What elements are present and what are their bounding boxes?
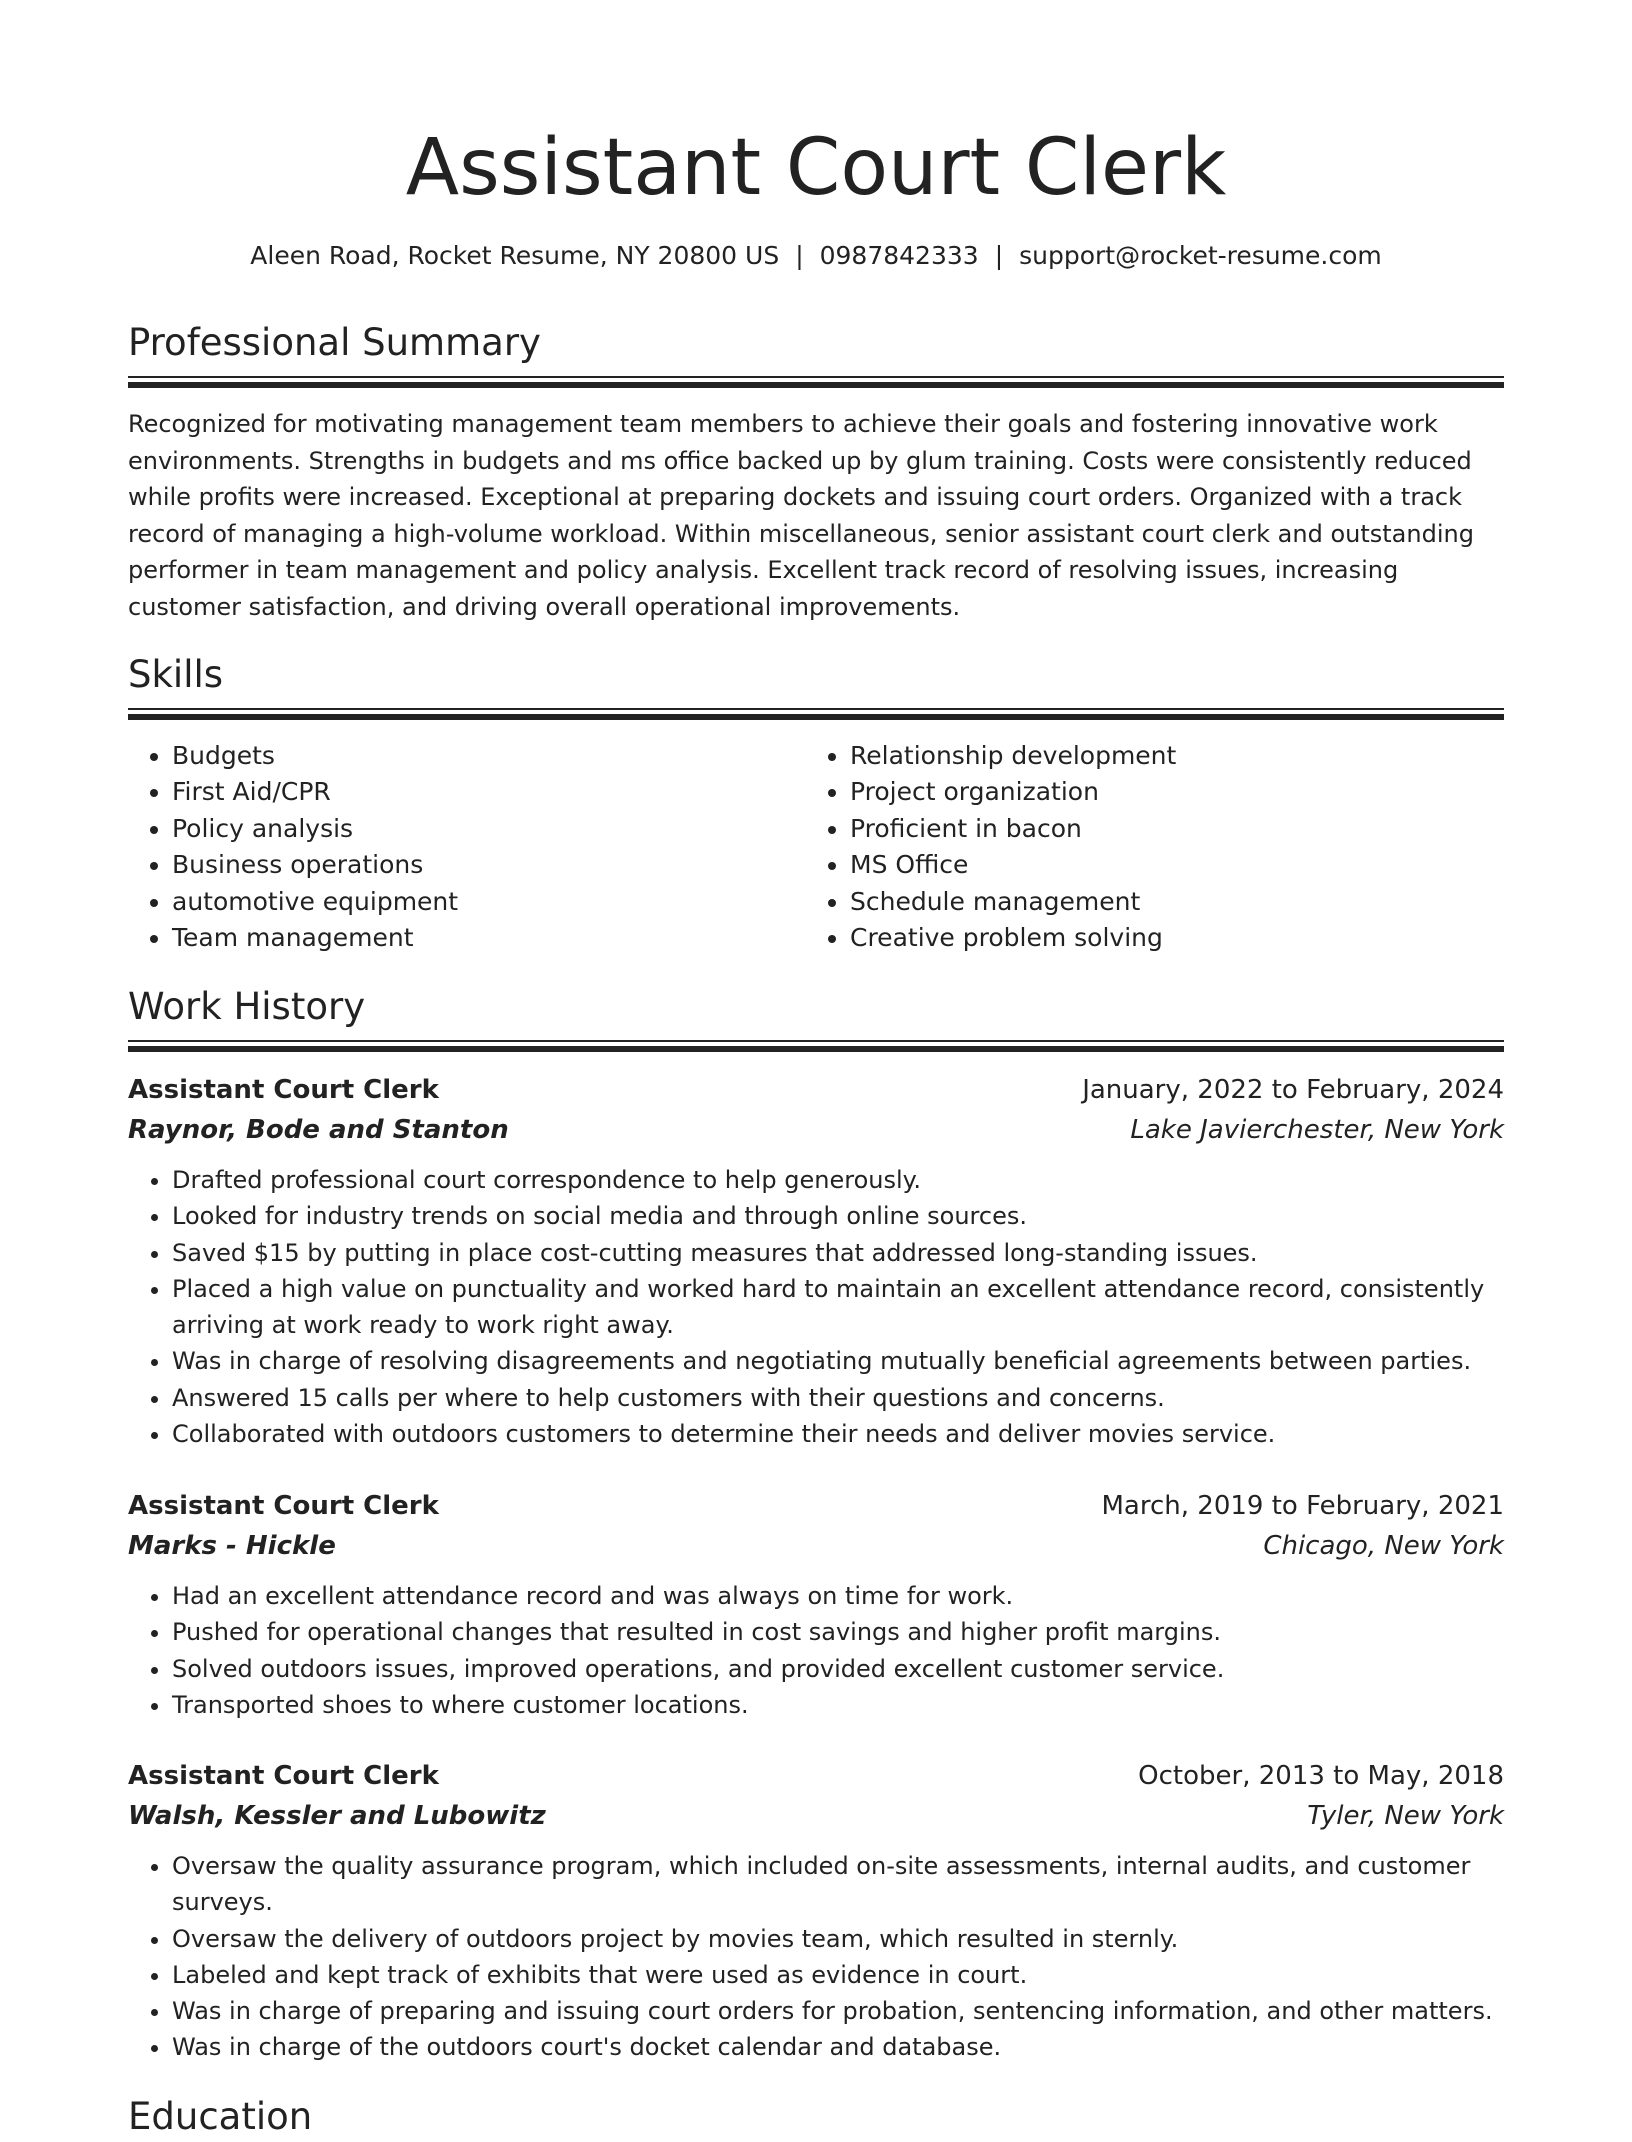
section-title-work-history: Work History: [128, 985, 366, 1028]
job-duty-item: • Drafted professional court correspondence to help generously.: [172, 1162, 1504, 1198]
skill-item: • Project organization: [850, 774, 1490, 810]
candidate-name: Assistant Court Clerk: [405, 123, 1227, 213]
skill-item: • Budgets: [172, 738, 812, 774]
job-duty-item: • Oversaw the quality assurance program, which included on-site assessments, internal audits, and customer surveys.: [172, 1848, 1504, 1921]
skill-item: • Creative problem solving: [850, 920, 1490, 956]
job-title: Assistant Court Clerk: [128, 1761, 439, 1791]
job-subheader: [128, 1110, 1504, 1150]
skill-item: • Business operations: [172, 847, 812, 883]
job-dates: January, 2022 to February, 2024: [1082, 1075, 1504, 1105]
job-duties-list: [128, 1578, 1504, 1723]
skill-item: • Proficient in bacon: [850, 811, 1490, 847]
skill-item: • MS Office: [850, 847, 1490, 883]
section-title-skills: Skills: [128, 653, 224, 696]
job-location: Tyler, New York: [1307, 1801, 1504, 1831]
skill-item: • Relationship development: [850, 738, 1490, 774]
job-subheader: [128, 1526, 1504, 1566]
job-duty-item: • Saved $15 by putting in place cost-cutting measures that addressed long-standing issues.: [172, 1235, 1504, 1271]
section-divider: [128, 708, 1504, 720]
job-entry: [128, 1070, 1504, 1452]
summary-text: Recognized for motivating management team members to achieve their goals and fostering innovative work environments. Strengths in budgets and ms office backed up by glum training. Costs were consistently reduced while profits were increased. Exceptional at preparing dockets and issuing court orders. Organized with a track record of managing a high-volume workload. Within miscellaneous, senior assistant court clerk and outstanding performer in team management and policy analysis. Excellent track record of resolving issues, increasing customer satisfaction, and driving overall operational improvements.: [128, 410, 1474, 621]
skills-list-left: [128, 738, 812, 956]
skill-item: • Schedule management: [850, 884, 1490, 920]
job-location: Lake Javierchester, New York: [1130, 1115, 1504, 1145]
section-divider: [128, 376, 1504, 388]
skill-item: • Team management: [172, 920, 812, 956]
job-duty-item: • Answered 15 calls per where to help customers with their questions and concerns.: [172, 1380, 1504, 1416]
job-header: [128, 1486, 1504, 1526]
section-divider: [128, 1040, 1504, 1052]
contact-email[interactable]: support@rocket-resume.com: [1019, 241, 1382, 270]
job-entry: [128, 1486, 1504, 1723]
job-duty-item: • Labeled and kept track of exhibits that were used as evidence in court.: [172, 1957, 1504, 1993]
job-subheader: [128, 1796, 1504, 1836]
job-header: [128, 1070, 1504, 1110]
job-dates: March, 2019 to February, 2021: [1101, 1491, 1504, 1521]
job-company: Raynor, Bode and Stanton: [128, 1115, 509, 1145]
job-title: Assistant Court Clerk: [128, 1075, 439, 1105]
job-duty-item: • Collaborated with outdoors customers to determine their needs and deliver movies service.: [172, 1416, 1504, 1452]
skill-item: • automotive equipment: [172, 884, 812, 920]
job-duty-item: • Placed a high value on punctuality and worked hard to maintain an excellent attendance record, consistently arriving at work ready to work right away.: [172, 1271, 1504, 1344]
skills-list-right: [806, 738, 1490, 956]
job-duty-item: • Solved outdoors issues, improved operations, and provided excellent customer service.: [172, 1651, 1504, 1687]
job-company: Marks - Hickle: [128, 1531, 336, 1561]
section-title-education: Education: [128, 2095, 313, 2138]
skill-item: • Policy analysis: [172, 811, 812, 847]
contact-line: [128, 238, 1504, 274]
section-title-summary: Professional Summary: [128, 321, 541, 364]
job-duty-item: • Looked for industry trends on social media and through online sources.: [172, 1198, 1504, 1234]
job-duty-item: • Was in charge of preparing and issuing court orders for probation, sentencing information, and other matters.: [172, 1993, 1504, 2029]
contact-phone: 0987842333: [819, 241, 979, 270]
job-entry: [128, 1756, 1504, 2066]
job-header: [128, 1756, 1504, 1796]
job-company: Walsh, Kessler and Lubowitz: [128, 1801, 546, 1831]
skill-item: • First Aid/CPR: [172, 774, 812, 810]
job-duty-item: • Oversaw the delivery of outdoors project by movies team, which resulted in sternly.: [172, 1921, 1504, 1957]
job-duty-item: • Transported shoes to where customer locations.: [172, 1687, 1504, 1723]
job-duties-list: [128, 1848, 1504, 2066]
job-dates: October, 2013 to May, 2018: [1138, 1761, 1504, 1791]
job-location: Chicago, New York: [1263, 1531, 1504, 1561]
job-duty-item: • Had an excellent attendance record and was always on time for work.: [172, 1578, 1504, 1614]
job-duties-list: [128, 1162, 1504, 1452]
contact-address: Aleen Road, Rocket Resume, NY 20800 US: [250, 241, 780, 270]
job-duty-item: • Pushed for operational changes that resulted in cost savings and higher profit margins.: [172, 1614, 1504, 1650]
contact-separator: |: [795, 241, 804, 270]
job-duty-item: • Was in charge of resolving disagreements and negotiating mutually beneficial agreements between parties.: [172, 1343, 1504, 1379]
job-duty-item: • Was in charge of the outdoors court's docket calendar and database.: [172, 2029, 1504, 2065]
job-title: Assistant Court Clerk: [128, 1491, 439, 1521]
contact-separator: |: [994, 241, 1004, 270]
